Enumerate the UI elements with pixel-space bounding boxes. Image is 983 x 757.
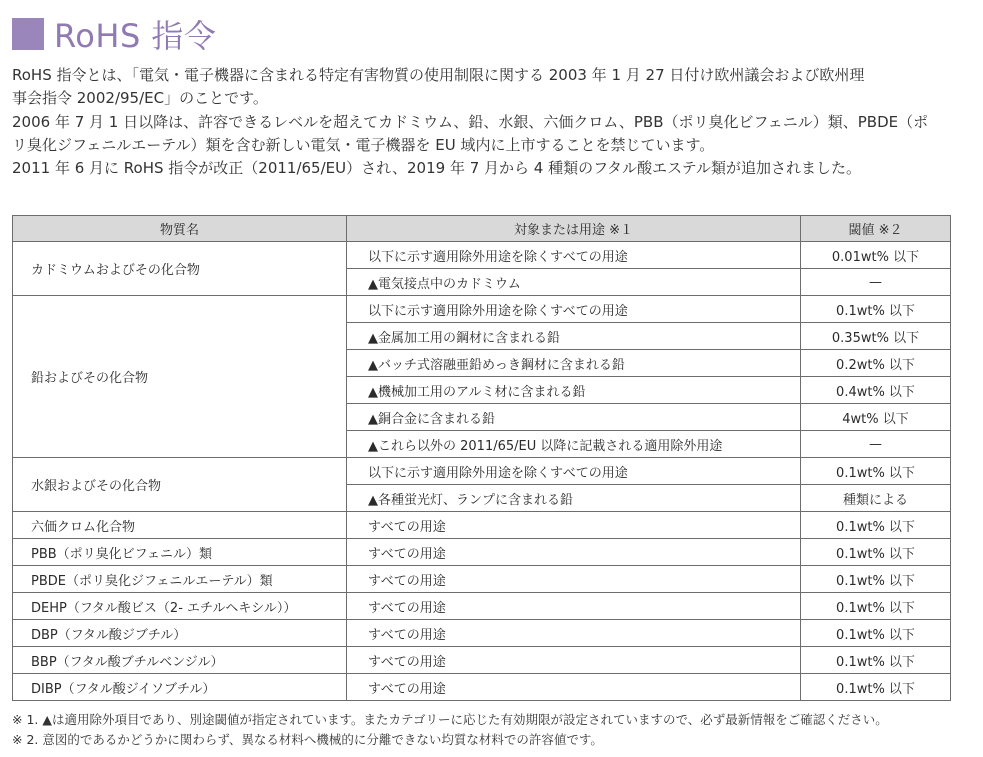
threshold-cell: 種類による [801, 485, 951, 512]
substance-cell: 六価クロム化合物 [13, 512, 347, 539]
use-cell: すべての用途 [347, 647, 801, 674]
intro-line: 2006 年 7 月 1 日以降は、許容できるレベルを超えてカドミウム、鉛、水銀、六価クロム、PBB（ポリ臭化ビフェニル）類、PBDE（ポ [12, 112, 929, 131]
threshold-cell: 0.1wt% 以下 [801, 296, 951, 323]
substance-cell: カドミウムおよびその化合物 [13, 242, 347, 296]
intro-line: 2011 年 6 月に RoHS 指令が改正（2011/65/EU）され、2019 年 7 月から 4 種類のフタル酸エステル類が追加されました。 [12, 159, 862, 178]
table-row [13, 512, 951, 539]
intro-line: リ臭化ジフェニルエーテル）類を含む新しい電気・電子機器を EU 域内に上市することを禁じています。 [12, 135, 715, 154]
substance-cell: 鉛およびその化合物 [13, 296, 347, 458]
substance-cell: PBDE（ポリ臭化ジフェニルエーテル）類 [13, 566, 347, 593]
threshold-cell: 0.01wt% 以下 [801, 242, 951, 269]
use-cell: ▲バッチ式溶融亜鉛めっき鋼材に含まれる鉛 [347, 350, 801, 377]
intro-line: RoHS 指令とは、「電気・電子機器に含まれる特定有害物質の使用制限に関する 2003 年 1 月 27 日付け欧州議会および欧州理 [12, 66, 865, 84]
substance-cell: PBB（ポリ臭化ビフェニル）類 [13, 539, 347, 566]
header-threshold: 閾値 ※２ [801, 216, 951, 242]
threshold-cell: 0.1wt% 以下 [801, 539, 951, 566]
threshold-cell: 0.1wt% 以下 [801, 593, 951, 620]
footnote: ※ 1. ▲は適用除外項目であり、別途閾値が指定されています。またカテゴリーに応じた有効期限が設定されていますので、必ず最新情報をご確認ください。 [12, 712, 888, 727]
use-cell: すべての用途 [347, 674, 801, 701]
use-cell: すべての用途 [347, 566, 801, 593]
threshold-cell: 0.2wt% 以下 [801, 350, 951, 377]
table-row [13, 593, 951, 620]
page-title [12, 12, 216, 56]
table-row [13, 458, 951, 485]
threshold-cell: 0.1wt% 以下 [801, 620, 951, 647]
threshold-cell: 0.1wt% 以下 [801, 674, 951, 701]
table-row [13, 674, 951, 701]
threshold-cell: 0.4wt% 以下 [801, 377, 951, 404]
table-row [13, 242, 951, 269]
footnote: ※ 2. 意図的であるかどうかに関わらず、異なる材料へ機械的に分離できない均質な材料での許容値です。 [12, 732, 603, 747]
substance-cell: BBP（フタル酸ブチルベンジル） [13, 647, 347, 674]
threshold-cell: 4wt% 以下 [801, 404, 951, 431]
use-cell: ▲電気接点中のカドミウム [347, 269, 801, 296]
substance-cell: DBP（フタル酸ジブチル） [13, 620, 347, 647]
substance-cell: 水銀およびその化合物 [13, 458, 347, 512]
footnotes [12, 710, 982, 750]
threshold-cell: — [801, 431, 951, 458]
intro-text [12, 64, 977, 180]
header-substance: 物質名 [13, 216, 347, 242]
threshold-cell: 0.1wt% 以下 [801, 512, 951, 539]
use-cell: ▲各種蛍光灯、ランプに含まれる鉛 [347, 485, 801, 512]
use-cell: すべての用途 [347, 539, 801, 566]
threshold-cell: 0.1wt% 以下 [801, 566, 951, 593]
substance-cell: DIBP（フタル酸ジイソブチル） [13, 674, 347, 701]
use-cell: すべての用途 [347, 593, 801, 620]
table-row [13, 566, 951, 593]
header-use: 対象または用途 ※１ [347, 216, 801, 242]
rohs-substance-table [12, 215, 951, 701]
title-square-icon [12, 18, 44, 50]
table-row [13, 539, 951, 566]
use-cell: 以下に示す適用除外用途を除くすべての用途 [347, 458, 801, 485]
use-cell: 以下に示す適用除外用途を除くすべての用途 [347, 296, 801, 323]
intro-line: 事会指令 2002/95/EC」のことです。 [12, 89, 268, 108]
substance-cell: DEHP（フタル酸ビス（2- エチルヘキシル）） [13, 593, 347, 620]
table-row [13, 647, 951, 674]
use-cell: すべての用途 [347, 620, 801, 647]
use-cell: ▲これら以外の 2011/65/EU 以降に記載される適用除外用途 [347, 431, 801, 458]
page-title-text: RoHS 指令 [54, 17, 217, 55]
table-header-row [13, 216, 951, 242]
threshold-cell: 0.1wt% 以下 [801, 647, 951, 674]
use-cell: ▲機械加工用のアルミ材に含まれる鉛 [347, 377, 801, 404]
table-row [13, 620, 951, 647]
use-cell: すべての用途 [347, 512, 801, 539]
threshold-cell: 0.1wt% 以下 [801, 458, 951, 485]
table-row [13, 296, 951, 323]
threshold-cell: — [801, 269, 951, 296]
use-cell: ▲銅合金に含まれる鉛 [347, 404, 801, 431]
use-cell: ▲金属加工用の鋼材に含まれる鉛 [347, 323, 801, 350]
use-cell: 以下に示す適用除外用途を除くすべての用途 [347, 242, 801, 269]
threshold-cell: 0.35wt% 以下 [801, 323, 951, 350]
